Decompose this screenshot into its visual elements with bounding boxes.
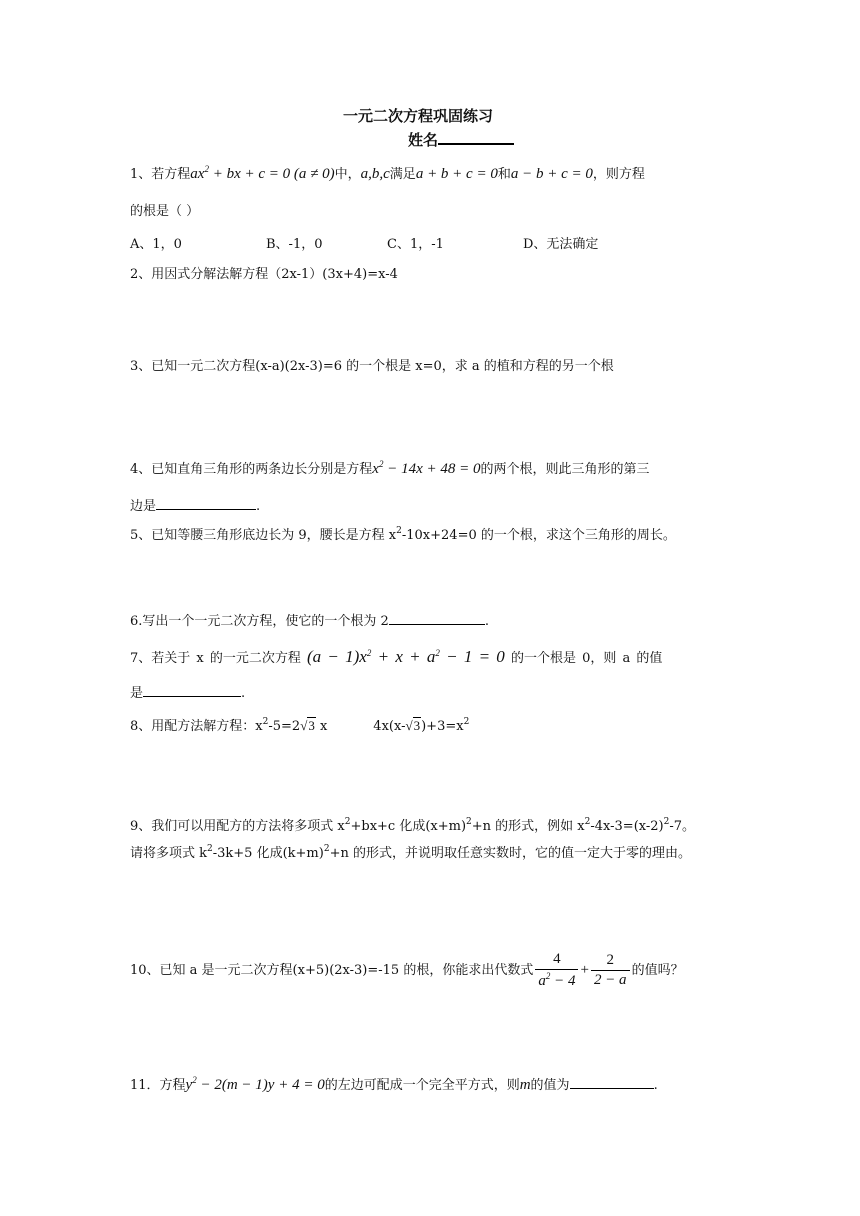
question-7-line2: 是 . <box>130 686 246 701</box>
q1-option-d: D、无法确定 <box>523 237 599 252</box>
q4-answer-blank <box>156 497 256 510</box>
question-6: 6.写出一个一元二次方程，使它的一个根为 2 . <box>130 614 489 629</box>
q6-answer-blank <box>389 612 485 625</box>
q4-equation: $x^2 - 14x + 48 = 0$ <box>372 459 481 477</box>
question-1: 1、若方程$ax^2$ + bx + c = 0 (a ≠ 0)中，a,b,c满足a + b + c = 0和a − b + c = 0，则方程 <box>130 164 645 182</box>
q1-cond2: a − b + c = 0 <box>510 166 593 182</box>
q1-equation: $ax^2$ + bx + c = 0 (a ≠ 0) <box>190 164 335 182</box>
name-label: 姓名 <box>408 131 439 149</box>
q1-option-c: C、1，-1 <box>387 237 444 252</box>
q1-option-a: A、1，0 <box>130 237 182 252</box>
q11-equation: $y^2 - 2(m - 1)y + 4 = 0$ <box>185 1075 325 1093</box>
question-4: 4、已知直角三角形的两条边长分别是方程$x^2 - 14x + 48 = 0$的两个根，则此三角形的第三 <box>130 459 650 477</box>
q8-equation-2: $4x(x-√3)+3=x^2$ <box>373 717 470 734</box>
question-7: 7、若关于 x 的一元二次方程 $(a - 1)x^2 + x + a^2 - 1 = 0$ 的一个根是 0，则 a 的值 <box>130 647 663 666</box>
question-9-line2: 请将多项式 $k^2-3k+5$ 化成$(k+m)^2+n$ 的形式，并说明取任意实数时，它的值一定大于零的理由。 <box>130 844 691 861</box>
q11-answer-blank <box>570 1076 654 1089</box>
question-10: 10、已知 a 是一元二次方程(x+5)(2x-3)=-15 的根，你能求出代数式 $\frac{4}{a^2 - 4}$ + $\frac{2}{2 - a}$ 的值吗？ <box>130 951 684 989</box>
q8-equation-1: $x^2-5=2√3$ x <box>255 717 328 734</box>
question-9-line1: 9、我们可以用配方的方法将多项式 $x^2+bx+c$ 化成$(x+m)^2+n$ 的形式，例如 $x^2-4x-3=(x-2)^2-7$。 <box>130 817 696 834</box>
q10-fraction-1: $\frac{4}{a^2 - 4}$ <box>535 952 578 989</box>
question-5: 5、已知等腰三角形底边长为 9，腰长是方程 $x^2-10x+24=0$ 的一个根，求这个三角形的周长。 <box>130 526 676 543</box>
q1-option-b: B、-1，0 <box>266 237 323 252</box>
q7-answer-blank <box>143 684 241 697</box>
page-title: 一元二次方程巩固练习 <box>343 107 494 125</box>
question-3: 3、已知一元二次方程(x-a)(2x-3)=6 的一个根是 x=0，求 a 的植和方程的另一个根 <box>130 359 614 374</box>
question-4-line2: 边是 . <box>130 499 261 514</box>
question-8: 8、用配方法解方程：$x^2-5=2√3$ x $4x(x-√3)+3=x^2$ <box>130 717 470 734</box>
q7-equation: $(a - 1)x^2 + x + a^2 - 1 = 0$ <box>307 647 505 666</box>
name-field <box>408 131 514 148</box>
question-2: 2、用因式分解法解方程（2x-1）(3x+4)=x-4 <box>130 267 398 282</box>
q10-fraction-2: $\frac{2}{2 - a}$ <box>591 953 630 988</box>
name-blank <box>438 131 514 145</box>
q1-vars: a,b,c <box>360 166 390 182</box>
question-11: 11．方程$y^2 - 2(m - 1)y + 4 = 0$的左边可配成一个完全平方式，则m的值为 . <box>130 1075 658 1093</box>
question-1-line2: 的根是（ ） <box>130 204 200 219</box>
q1-cond1: a + b + c = 0 <box>415 166 498 182</box>
